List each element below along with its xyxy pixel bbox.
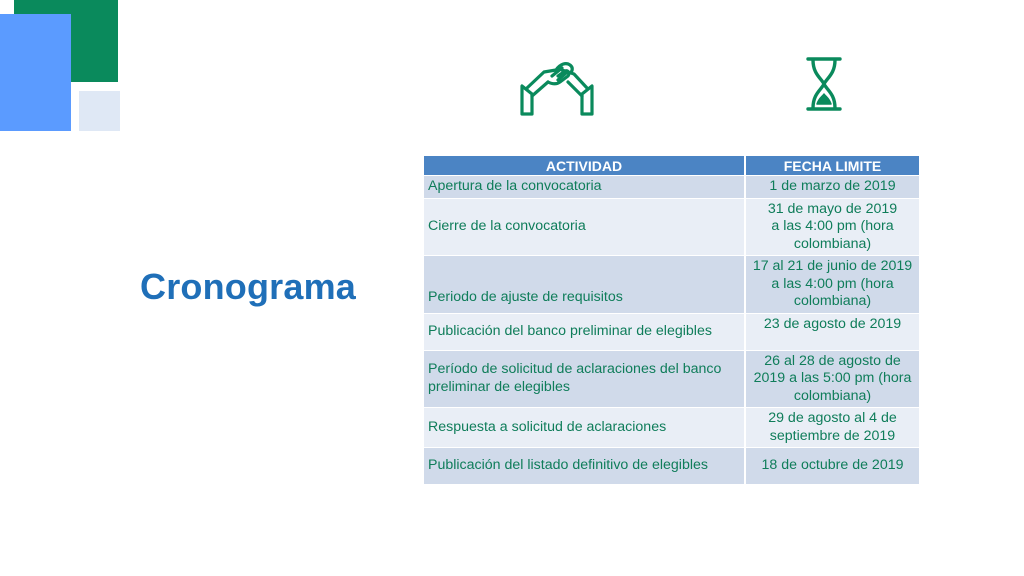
handshake-icon <box>518 58 596 118</box>
schedule-table <box>424 156 919 485</box>
table-row <box>424 199 919 257</box>
table-row <box>424 448 919 485</box>
date-cell: 26 al 28 de agosto de 2019 a las 5:00 pm (hora colombiana) <box>744 351 919 409</box>
decor-light-square <box>79 91 120 131</box>
activity-cell: Apertura de la convocatoria <box>424 176 744 199</box>
table-row <box>424 351 919 409</box>
table-row <box>424 256 919 314</box>
activity-cell: Publicación del listado definitivo de elegibles <box>424 448 744 485</box>
activity-cell: Periodo de ajuste de requisitos <box>424 256 744 314</box>
column-header-date: FECHA LIMITE <box>744 156 919 176</box>
activity-cell: Período de solicitud de aclaraciones del banco preliminar de elegibles <box>424 351 744 409</box>
table-header-row <box>424 156 919 176</box>
table-row <box>424 176 919 199</box>
date-cell: 17 al 21 de junio de 2019 a las 4:00 pm (hora colombiana) <box>744 256 919 314</box>
date-cell: 31 de mayo de 2019 a las 4:00 pm (hora colombiana) <box>744 199 919 257</box>
date-cell: 23 de agosto de 2019 <box>744 314 919 351</box>
activity-cell: Respuesta a solicitud de aclaraciones <box>424 408 744 448</box>
date-cell: 18 de octubre de 2019 <box>744 448 919 485</box>
table-row <box>424 314 919 351</box>
hourglass-icon <box>804 56 844 112</box>
decor-blue-square <box>0 14 71 131</box>
table-row <box>424 408 919 448</box>
date-cell: 29 de agosto al 4 de septiembre de 2019 <box>744 408 919 448</box>
activity-cell: Cierre de la convocatoria <box>424 199 744 257</box>
date-cell: 1 de marzo de 2019 <box>744 176 919 199</box>
activity-cell: Publicación del banco preliminar de elegibles <box>424 314 744 351</box>
slide-title: Cronograma <box>140 266 357 307</box>
column-header-activity: ACTIVIDAD <box>424 156 744 176</box>
